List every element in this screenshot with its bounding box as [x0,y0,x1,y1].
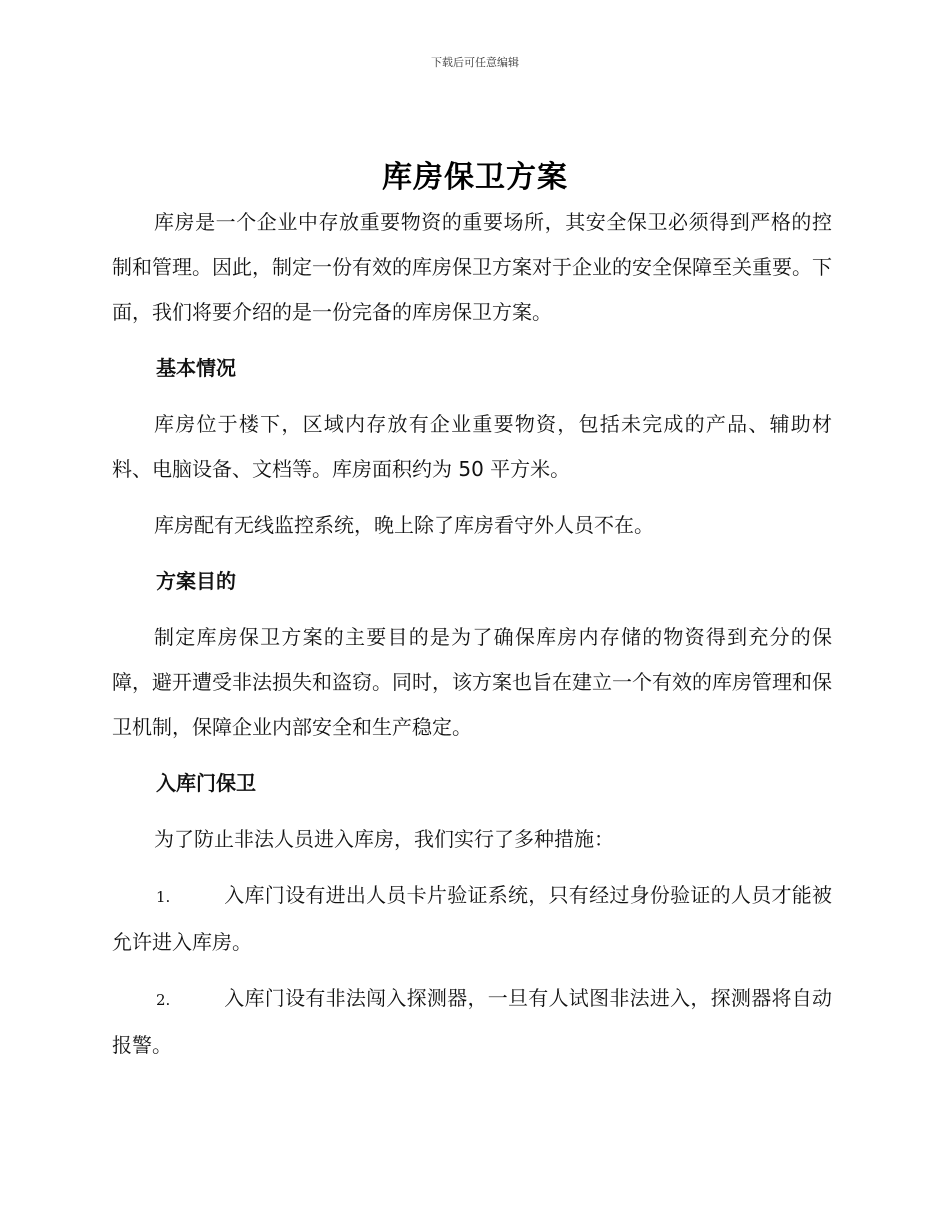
entrance-intro-paragraph: 为了防止非法人员进入库房，我们实行了多种措施： [154,827,614,851]
basic-info-paragraph-2: 库房配有无线监控系统，晚上除了库房看守外人员不在。 [154,513,654,537]
document-body [112,200,832,1079]
list-item [112,976,832,1068]
intro-paragraph: 库房是一个企业中存放重要物资的重要场所，其安全保卫必须得到严格的控制和管理。因此，制定一份有效的库房保卫方案对于企业的安全保障至关重要。下面，我们将要介绍的是一份完备的库房保卫方案。 [112,210,832,324]
section-heading-entrance-security: 入库门保卫 [156,771,256,795]
header-note: 下载后可任意编辑 [431,56,519,69]
list-item-text: 入库门设有非法闯入探测器，一旦有人试图非法进入，探测器将自动报警。 [112,986,832,1057]
basic-info-paragraph-1: 库房位于楼下，区域内存放有企业重要物资，包括未完成的产品、辅助材料、电脑设备、文档等。库房面积约为 50 平方米。 [112,412,832,481]
section-heading-purpose: 方案目的 [156,569,236,593]
list-item-number: 2. [156,991,171,1009]
list-item-text: 入库门设有进出人员卡片验证系统，只有经过身份验证的人员才能被允许进入库房。 [112,883,832,954]
section-heading-basic-info: 基本情况 [156,356,236,380]
document-title: 库房保卫方案 [382,160,568,195]
purpose-paragraph: 制定库房保卫方案的主要目的是为了确保库房内存储的物资得到充分的保障，避开遭受非法损失和盗窃。同时，该方案也旨在建立一个有效的库房管理和保卫机制，保障企业内部安全和生产稳定。 [112,625,832,739]
list-item-number: 1. [156,888,171,906]
list-item [112,873,832,965]
